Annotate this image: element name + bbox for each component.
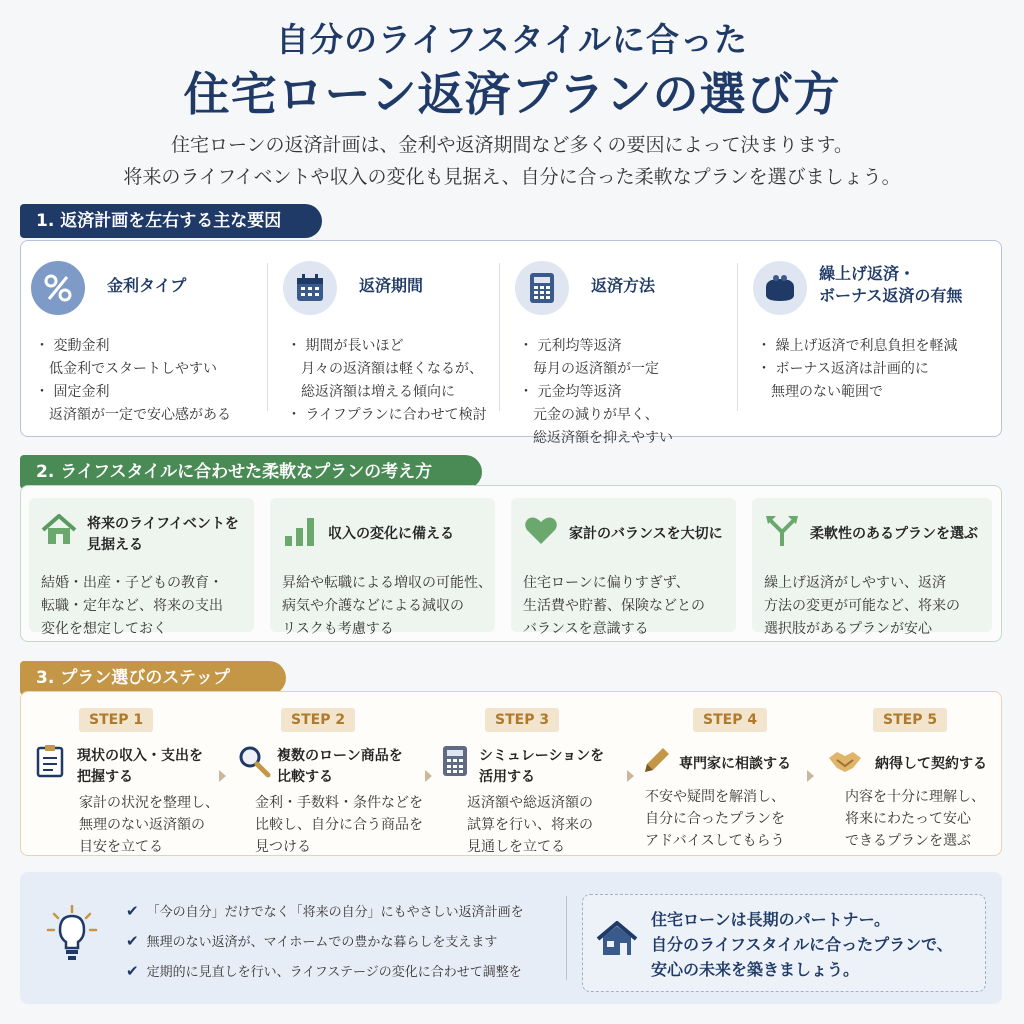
bullet: ・ ライフプランに合わせて検討 (287, 407, 487, 423)
check-text: 定期的に見直しを行い、ライフステージの変化に合わせて調整を (146, 965, 522, 980)
factor-title (819, 263, 962, 307)
heart-icon (521, 510, 561, 550)
lifestyle-card (270, 498, 495, 637)
lightbulb-icon (44, 904, 100, 964)
card-text-line: 病気や介護などによる減収の (282, 598, 464, 614)
step-text (79, 792, 219, 858)
step-text-line: 見つける (255, 839, 311, 855)
card-text-line: 結婚・出産・子どもの教育・ (41, 575, 223, 591)
card-text (764, 572, 984, 641)
intro-line1: 住宅ローンの返済計画は、金利や返済期間など多くの要因によって決まります。 (170, 134, 854, 156)
step-text-line: 目安を立てる (79, 839, 163, 855)
bullet-sub: 月々の返済額は軽くなるが、 (301, 361, 483, 377)
card-text (41, 572, 246, 641)
step-title-line: 専門家に相談する (679, 756, 791, 772)
step-title-line: シミュレーションを (479, 748, 605, 764)
step-title-line: 比較する (277, 769, 333, 785)
step-badge: STEP 4 (693, 708, 767, 732)
step-text-line: 家計の状況を整理し、 (79, 795, 219, 811)
card-text-line: 昇給や転職による増収の可能性、 (282, 575, 492, 591)
purse-icon (753, 261, 807, 315)
check-icon: ✔ (126, 932, 139, 950)
step-title-line: 納得して契約する (875, 756, 987, 772)
step-text-line: 無理のない返済額の (79, 817, 205, 833)
closing-line: 安心の未来を築きましょう。 (651, 960, 860, 979)
bullet-sub: 総返済額を抑えやすい (533, 430, 673, 446)
bullet-sub: 総返済額は増える傾向に (301, 384, 455, 400)
step-text-line: 不安や疑問を解消し、 (645, 789, 785, 805)
section2-label: 2. ライフスタイルに合わせた柔軟なプランの考え方 (20, 455, 482, 489)
section2-box (20, 485, 1002, 642)
bullet: ・ 期間が長いほど (287, 338, 404, 354)
card-text-line: 生活費や貯蓄、保険などとの (523, 598, 705, 614)
step-5 (821, 704, 1001, 849)
step-title (77, 746, 203, 788)
step-arrow (425, 770, 432, 782)
factor-title: 返済方法 (591, 276, 656, 295)
section3-label: 3. プラン選びのステップ (20, 661, 286, 695)
step-title (679, 754, 791, 775)
card-text-line: リスクも考慮する (282, 621, 394, 637)
card-text-line: 変化を想定しておく (41, 621, 167, 637)
magnifier-icon (237, 744, 271, 778)
step-arrow (807, 770, 814, 782)
card-text-line: 選択肢があるプランが安心 (764, 621, 932, 637)
lifestyle-card (752, 498, 992, 637)
bullet: ・ ボーナス返済は計画的に (757, 361, 929, 377)
step-text (467, 792, 593, 858)
handshake-icon (827, 744, 861, 778)
card-title: 収入の変化に備える (328, 526, 454, 542)
bullet-sub: 低金利でスタートしやすい (49, 361, 217, 377)
card-text-line: 方法の変更が可能など、将来の (764, 598, 960, 614)
step-text-line: 内容を十分に理解し、 (845, 789, 985, 805)
factor-interest-type (21, 255, 266, 425)
step-title (875, 754, 987, 775)
factor-title-line: 繰上げ返済・ (819, 264, 916, 283)
factor-repayment-method (505, 255, 735, 446)
calculator-icon (441, 744, 475, 778)
card-title (87, 514, 239, 556)
step-text-line: 返済額や総返済額の (467, 795, 593, 811)
factor-repayment-period (273, 255, 498, 425)
section1-label: 1. 返済計画を左右する主な要因 (20, 204, 322, 238)
lifestyle-card (511, 498, 736, 637)
calendar-icon (283, 261, 337, 315)
card-text-line: バランスを意識する (523, 621, 649, 637)
check-text: 無理のない返済が、マイホームでの豊かな暮らしを支えます (146, 935, 498, 950)
step-1 (33, 704, 223, 855)
step-text-line: 自分に合ったプランを (645, 811, 785, 827)
closing-line: 住宅ローンは長期のパートナー。 (651, 910, 891, 929)
step-badge: STEP 1 (79, 708, 153, 732)
bullet-sub: 元金の減りが早く、 (533, 407, 659, 423)
divider (566, 896, 567, 980)
step-badge: STEP 3 (485, 708, 559, 732)
card-title: 柔軟性のあるプランを選ぶ (810, 526, 978, 542)
divider (499, 263, 500, 411)
calculator-icon (515, 261, 569, 315)
card-text-line: 繰上げ返済がしやすい、返済 (764, 575, 946, 591)
step-text-line: 試算を行い、将来の (467, 817, 593, 833)
step-text (845, 786, 985, 852)
house-icon (39, 510, 79, 550)
house-icon (595, 919, 639, 959)
split-arrow-icon (762, 510, 802, 550)
page-title: 住宅ローン返済プランの選び方 (183, 67, 841, 121)
card-text (282, 572, 492, 641)
step-text-line: 将来にわたって安心 (845, 811, 971, 827)
closing-message-text (651, 907, 953, 982)
bullet: ・ 元利均等返済 (519, 338, 622, 354)
card-title-line: 将来のライフイベントを (87, 516, 239, 532)
check-item (126, 896, 524, 926)
step-title-line: 把握する (77, 769, 133, 785)
card-title: 家計のバランスを大切に (569, 526, 723, 542)
percent-icon (31, 261, 85, 315)
step-text (645, 786, 785, 852)
step-text-line: 金利・手数料・条件などを (255, 795, 423, 811)
check-icon: ✔ (126, 902, 139, 920)
divider (267, 263, 268, 411)
check-item (126, 956, 524, 986)
step-text-line: 見通しを立てる (467, 839, 565, 855)
card-title-line: 見据える (87, 537, 143, 553)
check-item (126, 926, 524, 956)
card-text (523, 572, 728, 641)
clipboard-icon (35, 744, 69, 778)
step-arrow (219, 770, 226, 782)
section1-box (20, 240, 1002, 446)
step-arrow (627, 770, 634, 782)
step-badge: STEP 2 (281, 708, 355, 732)
check-list (126, 896, 524, 986)
bullet: ・ 繰上げ返済で利息負担を軽減 (757, 338, 958, 354)
step-title-line: 活用する (479, 769, 535, 785)
closing-message (582, 894, 986, 992)
lifestyle-card (29, 498, 254, 637)
closing-line: 自分のライフスタイルに合ったプランで、 (651, 935, 953, 954)
step-text-line: アドバイスしてもらう (645, 833, 785, 849)
bullet: ・ 固定金利 (35, 384, 110, 400)
pencil-icon (639, 744, 673, 778)
step-title (277, 746, 403, 788)
factor-prepayment (743, 255, 999, 425)
card-text-line: 住宅ローンに偏りすぎず、 (523, 575, 690, 591)
step-title-line: 複数のローン商品を (277, 748, 403, 764)
factor-title-line: ボーナス返済の有無 (819, 286, 963, 305)
step-title-line: 現状の収入・支出を (77, 748, 203, 764)
step-text-line: 比較し、自分に合う商品を (255, 817, 423, 833)
step-4 (637, 704, 827, 849)
step-title (479, 746, 604, 788)
factor-title: 金利タイプ (107, 276, 187, 295)
bullet-sub: 無理のない範囲で (771, 384, 883, 400)
factor-title: 返済期間 (359, 276, 424, 295)
bullet-sub: 返済額が一定で安心感がある (49, 407, 231, 423)
bar-chart-icon (280, 510, 320, 550)
step-2 (235, 704, 425, 855)
intro-line2: 将来のライフイベントや収入の変化も見据え、自分に合った柔軟なプランを選びましょう。 (123, 166, 901, 188)
step-3 (439, 704, 629, 855)
check-icon: ✔ (126, 962, 139, 980)
divider (737, 263, 738, 411)
bullet: ・ 元金均等返済 (519, 384, 622, 400)
check-text: 「今の自分」だけでなく「将来の自分」にもやさしい返済計画を (146, 905, 524, 920)
summary-panel (20, 872, 1002, 1004)
step-text-line: できるプランを選ぶ (845, 833, 971, 849)
step-badge: STEP 5 (873, 708, 947, 732)
bullet-sub: 毎月の返済額が一定 (533, 361, 659, 377)
bullet: ・ 変動金利 (35, 338, 110, 354)
step-text (255, 792, 423, 858)
card-text-line: 転職・定年など、将来の支出 (41, 598, 223, 614)
title-line1: 自分のライフスタイルに合った (275, 20, 749, 59)
section3-box (20, 691, 1002, 856)
